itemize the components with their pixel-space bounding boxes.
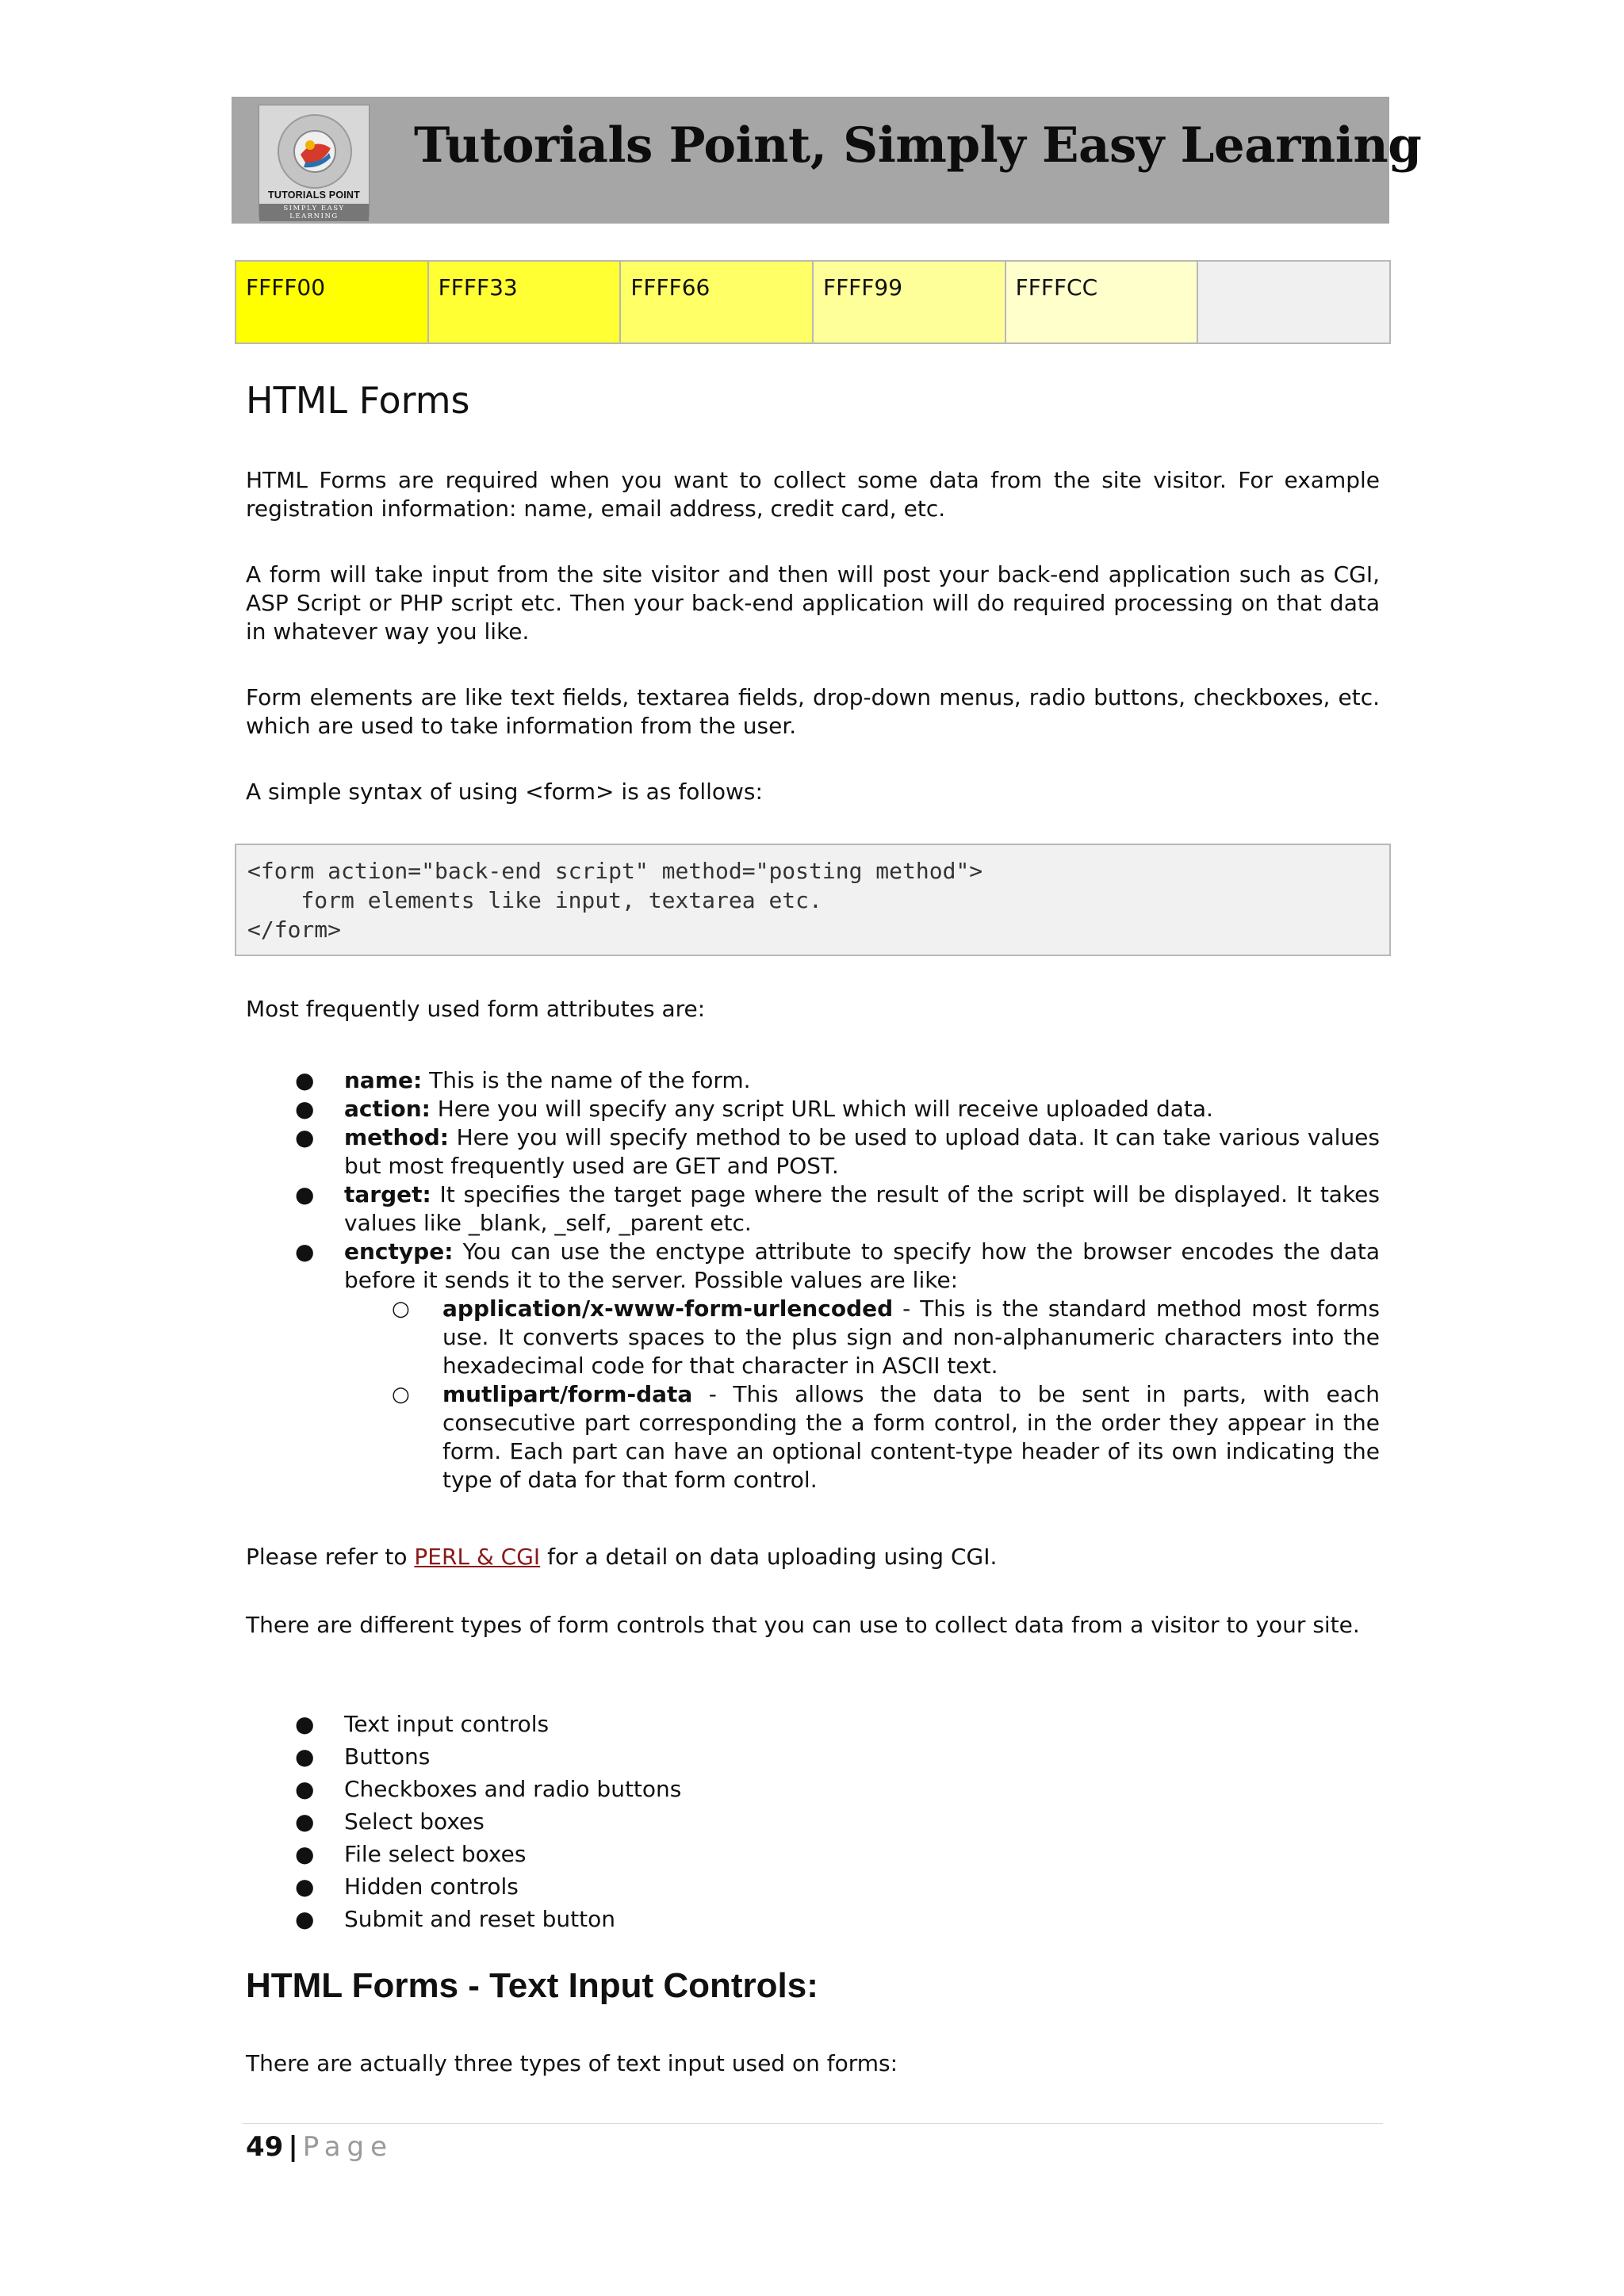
form-controls-list [246, 1708, 1380, 1935]
logo-tagline: SIMPLY EASY LEARNING [259, 204, 369, 221]
form-control-type-label: Buttons [344, 1743, 431, 1770]
bullet-icon: ● [295, 1906, 315, 1932]
attribute-description: Here you will specify method to be used to upload data. It can take various values but most frequently used are GET and POST. [344, 1124, 1380, 1179]
header-banner [232, 97, 1422, 224]
form-input-paragraph: A form will take input from the site visitor and then will post your back-end application such as CGI, ASP Script or PHP script etc. Then your back-end application will do required processing on that data in whatever way you like. [246, 561, 1380, 645]
form-control-type-label: Text input controls [344, 1711, 550, 1737]
color-swatch-cell: FFFF66 [620, 261, 813, 343]
attribute-list-item [246, 1238, 1380, 1494]
refer-paragraph [246, 1543, 1380, 1571]
attribute-description: It specifies the target page where the result of the script will be displayed. It takes values like _blank, _self, _parent etc. [344, 1181, 1380, 1236]
attribute-term: action: [344, 1096, 431, 1122]
logo-text: TUTORIALS POINT [268, 189, 360, 201]
form-control-type-label: File select boxes [344, 1841, 527, 1867]
form-control-type-label: Checkboxes and radio buttons [344, 1776, 682, 1802]
color-swatch-cell: FFFF99 [813, 261, 1005, 343]
enctype-values-list [344, 1295, 1380, 1494]
form-control-type-item [246, 1838, 1380, 1870]
attribute-list-item [246, 1095, 1380, 1123]
form-control-type-item [246, 1903, 1380, 1935]
enctype-value-item [344, 1295, 1380, 1380]
form-control-type-item [246, 1805, 1380, 1838]
bullet-icon: ● [295, 1873, 315, 1900]
attribute-list-item [246, 1066, 1380, 1095]
page-footer [246, 2131, 393, 2163]
form-control-type-label: Submit and reset button [344, 1906, 615, 1932]
form-control-type-item [246, 1870, 1380, 1903]
bullet-icon: ● [295, 1238, 315, 1265]
circle-bullet-icon: ○ [392, 1383, 410, 1406]
form-elements-paragraph: Form elements are like text fields, textarea fields, drop-down menus, radio buttons, checkboxes, etc. which are used to take information from the user. [246, 684, 1380, 739]
page-label: Page [302, 2131, 394, 2163]
bullet-icon: ● [295, 1711, 315, 1737]
color-swatch-cell: FFFF00 [236, 261, 428, 343]
attribute-description: You can use the enctype attribute to specify how the browser encodes the data before it sends it to the server. Possible values are like: [344, 1238, 1380, 1293]
attribute-term: enctype: [344, 1238, 454, 1265]
attribute-description: Here you will specify any script URL which will receive uploaded data. [430, 1096, 1213, 1122]
attribute-term: method: [344, 1124, 449, 1150]
enctype-description: - This allows the data to be sent in parts, with each consecutive part corresponding the a form control, in the order they appear in the form. Each part can have an optional content-type header of its own indicating the type of data for that form control. [442, 1381, 1380, 1493]
footer-divider [243, 2123, 1383, 2124]
enctype-term: mutlipart/form-data [442, 1381, 693, 1407]
attributes-intro-paragraph: Most frequently used form attributes are: [246, 996, 706, 1022]
bullet-icon: ● [295, 1776, 315, 1802]
bullet-icon: ● [295, 1181, 315, 1207]
form-control-type-item [246, 1773, 1380, 1805]
attribute-description: This is the name of the form. [422, 1067, 751, 1093]
bullet-icon: ● [295, 1096, 315, 1122]
footer-separator: | [288, 2131, 298, 2163]
refer-suffix: for a detail on data uploading using CGI. [540, 1544, 998, 1570]
form-control-type-item [246, 1740, 1380, 1773]
tutorialspoint-logo [259, 105, 370, 220]
intro-paragraph: HTML Forms are required when you want to collect some data from the site visitor. For example registration information: name, email address, credit card, etc. [246, 467, 1380, 522]
enctype-term: application/x-www-form-urlencoded [442, 1295, 894, 1322]
attribute-list-item [246, 1181, 1380, 1238]
bullet-icon: ● [295, 1743, 315, 1770]
bullet-icon: ● [295, 1841, 315, 1867]
banner-title: Tutorials Point, Simply Easy Learning [414, 117, 1422, 174]
bullet-icon: ● [295, 1124, 315, 1150]
text-input-controls-heading: HTML Forms - Text Input Controls: [246, 1966, 818, 2005]
enctype-description: - This is the standard method most forms use. It converts spaces to the plus sign and non-alphanumeric characters into the hexadecimal code for that character in ASCII text. [442, 1295, 1380, 1379]
bullet-icon: ● [295, 1808, 315, 1835]
color-swatch-row [236, 261, 1390, 343]
color-swatch-cell [1197, 261, 1390, 343]
form-controls-paragraph: There are different types of form controls that you can use to collect data from a visitor to your site. [246, 1612, 1360, 1638]
form-control-type-label: Hidden controls [344, 1873, 519, 1900]
color-swatch-cell: FFFF33 [428, 261, 621, 343]
enctype-value-item [344, 1380, 1380, 1494]
circle-bullet-icon: ○ [392, 1297, 410, 1321]
color-swatch-table [235, 260, 1391, 344]
page-number: 49 [246, 2131, 284, 2163]
perl-cgi-link[interactable]: PERL & CGI [414, 1544, 541, 1570]
form-syntax-code-block: <form action="back-end script" method="posting method"> form elements like input, textarea etc. </form> [235, 844, 1391, 956]
attribute-term: name: [344, 1067, 423, 1093]
syntax-intro-paragraph: A simple syntax of using <form> is as follows: [246, 779, 763, 805]
refer-prefix: Please refer to [246, 1544, 415, 1570]
text-input-types-paragraph: There are actually three types of text input used on forms: [246, 2050, 898, 2076]
form-attributes-list [246, 1066, 1380, 1494]
form-control-type-item [246, 1708, 1380, 1740]
logo-emblem-icon [259, 105, 370, 218]
form-control-type-label: Select boxes [344, 1808, 485, 1835]
attribute-term: target: [344, 1181, 431, 1207]
attribute-list-item [246, 1123, 1380, 1181]
bullet-icon: ● [295, 1067, 315, 1093]
color-swatch-cell: FFFFCC [1005, 261, 1198, 343]
section-heading: HTML Forms [246, 379, 470, 422]
